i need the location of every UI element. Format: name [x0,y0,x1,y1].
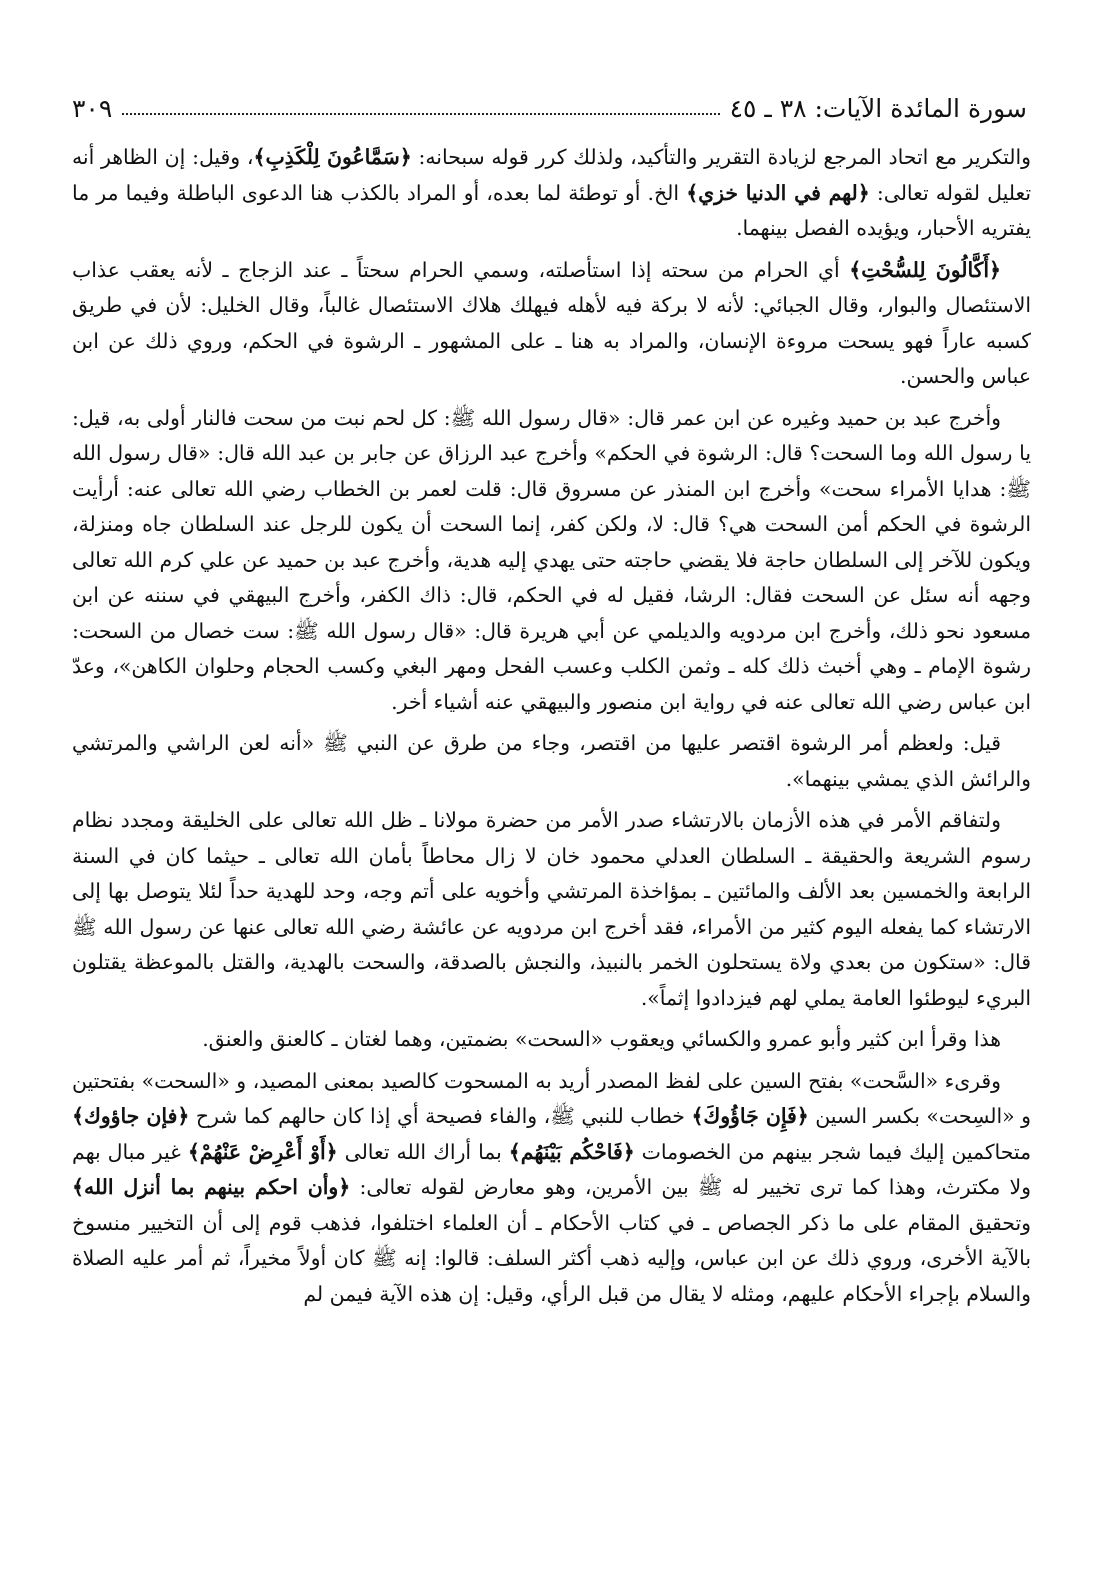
text-segment: أي الحرام من سحته إذا استأصلته، وسمي الحرام سحتاً ـ عند الزجاج ـ لأنه يعقب عذاب الاستئصال والبوار، وقال الجبائي: لأنه لا بركة فيه لأهله فيهلك هلاك الاستئصال غالباً، وقال الخليل: لأن في طريق كسبه عاراً فهو يسحت مروءة الإنسان، والمراد به هنا ـ على المشهور ـ الرشوة في الحكم، وروي ذلك عن ابن عباس والحسن. [72,257,1031,388]
text-segment: وتحقيق المقام على ما ذكر الجصاص ـ في كتاب الأحكام ـ أن العلماء اختلفوا، فذهب قوم إلى أن التخيير منسوخ بالآية الأخرى، وروي ذلك عن ابن عباس، وإليه ذهب أكثر السلف: قالوا: إنه ﷺ كان أولاً مخيراً، ثم أمر عليه الصلاة والسلام بإجراء الأحكام عليهم، ومثله لا يقال من قبل الرأي، وقيل: إن هذه الآية فيمن لم [72,1210,1031,1306]
quran-quote: ﴿أَكَّالُونَ لِلسُّحْتِ﴾ [849,257,1001,282]
text-segment: غير مبال بهم ولا مكترث، وهذا كما ترى تخيير له ﷺ بين الأمرين، وهو معارض لقوله تعالى: [72,1139,1031,1199]
quran-quote: ﴿فَإِن جَاؤُوكَ﴾ [691,1104,809,1128]
quran-quote: ﴿سَمَّاعُونَ لِلْكَذِبِ﴾ [253,145,412,169]
text-segment: والتكرير مع اتحاد المرجع لزيادة التقرير والتأكيد، ولذلك كرر قوله سبحانه: [411,145,1031,169]
paragraph [72,140,1031,247]
paragraph [72,803,1031,1016]
text-segment: ولتفاقم الأمر في هذه الأزمان بالارتشاء صدر الأمر من حضرة مولانا ـ ظل الله تعالى على الخليقة ومجدد نظام رسوم الشريعة والحقيقة ـ السلطان العدلي محمود خان لا زال محاطاً بأمان الله تعالى ـ حيثما كان في السنة الرابعة والخمسين بعد الألف والمائتين ـ بمؤاخذة المرتشي وأخويه على أتم وجه، وحد للهدية حداً لئلا يتوصل بها إلى الارتشاء كما يفعله اليوم كثير من الأمراء، فقد أخرج ابن مردويه عن عائشة رضي الله تعالى عنها عن رسول الله ﷺ قال: «ستكون من بعدي ولاة يستحلون الخمر بالنبيذ، والنجش بالصدقة، والسحت بالهدية، والقتل بالموعظة يقتلون البريء ليوطئوا العامة يملي لهم فيزدادوا إثماً». [72,808,1031,1010]
page-number: ٣٠٩ [72,93,113,123]
text-segment: قيل: ولعظم أمر الرشوة اقتصر عليها من اقتصر، وجاء من طرق عن النبي ﷺ «أنه لعن الراشي والمرتشي والرائش الذي يمشي بينهما». [72,731,1031,791]
text-segment: متحاكمين إليك فيما شجر بينهم من الخصومات [634,1139,1031,1164]
paragraph [72,1064,1031,1313]
running-header [72,86,1027,130]
leader-dots [122,113,719,115]
paragraph [72,253,1031,395]
paragraph [72,726,1031,797]
text-segment: خطاب للنبي ﷺ، والفاء فصيحة أي إذا كان حالهم كما شرح [189,1104,692,1128]
body-text [72,140,1031,1318]
quran-quote: ﴿فإن جاؤوك﴾ [72,1104,190,1128]
text-segment: وقرىء «السَّحت» بفتح السين على لفظ المصدر أريد به المسحوت كالصيد بمعنى المصيد، و «السحت» بفتحتين و «السِحت» بكسر السين [72,1068,1032,1128]
text-segment: بما أراك الله تعالى [337,1139,509,1164]
quran-quote: ﴿فَاحْكُم بَيْنَهُم﴾ [508,1139,635,1164]
paragraph [72,1022,1031,1058]
surah-title: سورة المائدة الآيات: ٣٨ ـ ٤٥ [729,93,1027,123]
text-segment: وأخرج عبد بن حميد وغيره عن ابن عمر قال: «قال رسول الله ﷺ: كل لحم نبت من سحت فالنار أولى به، قيل: يا رسول الله وما السحت؟ قال: الرشوة في الحكم» وأخرج عبد الرزاق عن جابر بن عبد الله قال: «قال رسول الله ﷺ: هدايا الأمراء سحت» وأخرج ابن المنذر عن مسروق قال: قلت لعمر بن الخطاب رضي الله تعالى عنه: أرأيت الرشوة في الحكم أمن السحت هي؟ قال: لا، ولكن كفر، إنما السحت أن يكون للرجل عند السلطان جاه ومنزلة، ويكون للآخر إلى السلطان حاجة فلا يقضي حاجته حتى يهدي إليه هدية، وأخرج عبد بن حميد عن علي كرم الله تعالى وجهه أنه سئل عن السحت فقال: الرشا، فقيل له في الحكم، قال: ذاك الكفر، وأخرج البيهقي في سننه عن ابن مسعود نحو ذلك، وأخرج ابن مردويه والديلمي عن أبي هريرة قال: «قال رسول الله ﷺ: ست خصال من السحت: رشوة الإمام ـ وهي أخبث ذلك كله ـ وثمن الكلب وعسب الفحل ومهر البغي وكسب الحجام وحلوان الكاهن»، وعدّ ابن عباس رضي الله تعالى عنه في رواية ابن منصور والبيهقي عنه أشياء أخر. [72,405,1031,714]
quran-quote: ﴿وأن احكم بينهم بما أنزل الله﴾ [72,1175,351,1199]
quran-quote: ﴿لهم في الدنيا خزي﴾ [686,180,870,205]
text-segment: الخ. أو توطئة لما بعده، أو المراد بالكذب هنا الدعوى الباطلة وفيما مر ما يفتريه الأحبار، ويؤيده الفصل بينهما. [72,180,1031,240]
text-segment: ، وقيل: إن الظاهر أنه تعليل لقوله تعالى: [72,145,1031,205]
text-segment: هذا وقرأ ابن كثير وأبو عمرو والكسائي ويعقوب «السحت» بضمتين، وهما لغتان ـ كالعنق والعنق. [202,1027,1001,1051]
paragraph [72,401,1031,721]
quran-quote: ﴿أَوْ أَعْرِضْ عَنْهُمْ﴾ [187,1139,338,1164]
